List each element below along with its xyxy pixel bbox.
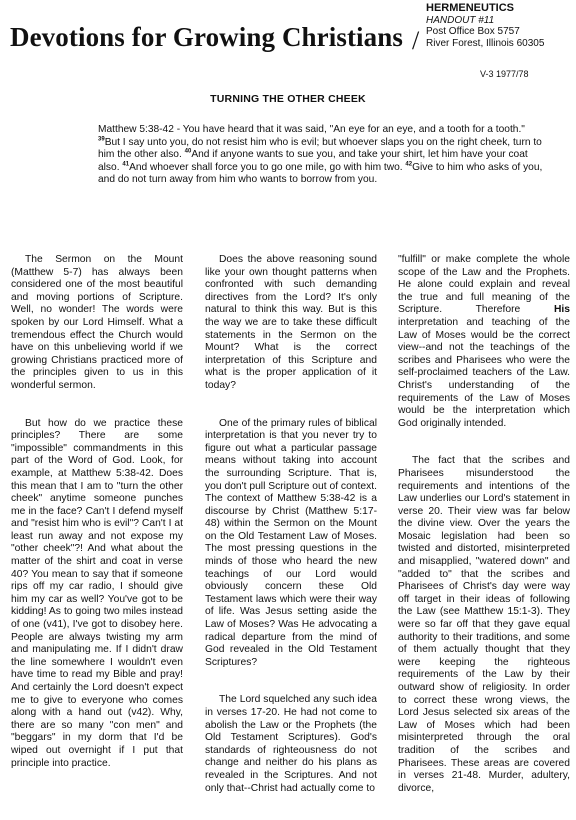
verse-text: Give to him who asks of you, and do not turn away from him who wants to borrow from you. (98, 161, 543, 186)
text-column-1 (11, 254, 183, 795)
body-paragraph: The fact that the scribes and Pharisees misunderstood the requirements and intentions of the Law underlies our Lord's statement in verse 20. Their view was far below the divine view. Over the years the Mosaic legislation had been so twisted and distorted, misinterpreted and misapplied, "watered down" and "added to" that the scribes and Pharisees of Christ's day were way off target in their ideas of following the Law (see Matthew 15:1-3). They were so far off that they gave equal authority to their traditions, and some of them actually thought that they were keeping the righteous requirements of the Law by their outward show of religiosity. In order to correct these wrong views, the Lord Jesus selected six areas of the Law of Moses which had been misinterpreted through the oral tradition of the scribes and Pharisees. These areas are covered in verses 21-48. Murder, adultery, divorce, (398, 455, 570, 794)
verse-number: 39 (98, 136, 105, 143)
verse-text: And whoever shall force you to go one mile, go with him two. (129, 161, 403, 173)
scripture-passage (98, 124, 546, 187)
page-title: TURNING THE OTHER CHEEK (210, 93, 366, 105)
text-column-2 (205, 254, 377, 820)
verse-number: 40 (184, 148, 192, 155)
paragraph-text: interpretation and teaching of the Law of Moses would be the correct view--and not the teachings of the scribes and Pharisees who were the self-proclaimed teachers of the Law. Christ's understanding of the requirements of the Law of Moses would be the interpretation which God originally intended. (398, 316, 570, 429)
verse-text: And if anyone wants to sue you, and take your shirt, let him have your coat also. (98, 149, 528, 173)
emphasized-word: His (553, 304, 570, 316)
body-paragraph: The Sermon on the Mount (Matthew 5-7) has always been considered one of the most beautiful and moving portions of Scripture. Well, no wonder! The words were spoken by our Lord Himself. What a tremendous effect the Church would have on this unbelieving world if we growing Christians practiced more of the principles given to us in this wonderful sermon. (11, 254, 183, 391)
text-column-3 (398, 254, 570, 820)
volume-reference: V-3 1977/78 (480, 69, 529, 79)
body-paragraph: One of the primary rules of biblical interpretation is that you never try to figure out what a particular passage means without taking into account the surrounding Scripture. That is, you don't pull Scripture out of context. The context of Matthew 5:38-42 is a discourse by Christ (Matthew 5:17-48) within the Sermon on the Mount on the Old Testament Law of Moses. The most pressing questions in the minds of those who heard the new teachings of our Lord would obviously concern these Old Testament laws which were their way of life. Was Jesus setting aside the Law of Moses? Was He advocating a radical departure from the mind of God revealed in the Old Testament Scriptures? (205, 417, 377, 668)
paragraph-text: "fulfill" or make complete the whole scope of the Law and the Prophets. He alone could explain and reveal the true and full meaning of the Scripture. Therefore (398, 254, 570, 316)
body-paragraph: The Lord squelched any such idea in verses 17-20. He had not come to abolish the Law or the Prophets (the Old Testament Scriptures). God's standards of righteousness do not change and neither do his plans as revealed in the Scriptures. And not only that--Christ had actually come to (205, 694, 377, 794)
scripture-intro: Matthew 5:38-42 - You have heard that it was said, "An eye for an eye, and a tooth for a tooth." (98, 124, 525, 135)
body-paragraph: But how do we practice these principles? There are some "impossible" commandments in this part of the Word of God. Look, for example, at Matthew 5:38-42. Does this mean that I am to "turn the other cheek" anytime someone punches me in the face? Can't I defend myself and "resist him who is evil"? Can't I at least run away and not expose my "other cheek"?! And what about the matter of the shirt and coat in verse 40? You mean to say that if someone rips off my car radio, I should give him my car as well? You've got to be kidding! As to going two miles instead of one (v41), I've got to disobey here. People are always twisting my arm and manipulating me. If I didn't draw the line somewhere I wouldn't even have time to read my Bible and pray! And certainly the Lord doesn't expect me to give to everyone who comes along with a hand out (v42). Why, there are so many "con men" and "beggars" in my dorm that I'd be wiped out overnight if I put that principle into practice. (11, 417, 183, 769)
verse-text: But I say unto you, do not resist him who is evil; but whoever slaps you on the right cheek, turn to him the other also. (98, 136, 542, 161)
title-divider: / (412, 26, 420, 55)
publication-title: Devotions for Growing Christians (10, 22, 403, 52)
body-paragraph (398, 254, 570, 430)
handout-number: HANDOUT #11 (426, 14, 495, 26)
verse-number: 41 (122, 161, 130, 168)
body-paragraph: Does the above reasoning sound like your own thought patterns when confronted with such demanding directives from the Lord? It's only natural to think this way. But is this the way we are to take these difficult statements in the Sermon on the Mount? What is the correct interpretation of this Scripture and what is the proper application of it today? (205, 254, 377, 391)
verse-number: 42 (405, 161, 413, 168)
address-line-2: River Forest, Illinois 60305 (426, 37, 545, 49)
publisher-name: HERMENEUTICS (426, 2, 515, 14)
address-line-1: Post Office Box 5757 (426, 26, 520, 37)
publisher-address-block (426, 3, 571, 49)
page-header (0, 0, 576, 60)
